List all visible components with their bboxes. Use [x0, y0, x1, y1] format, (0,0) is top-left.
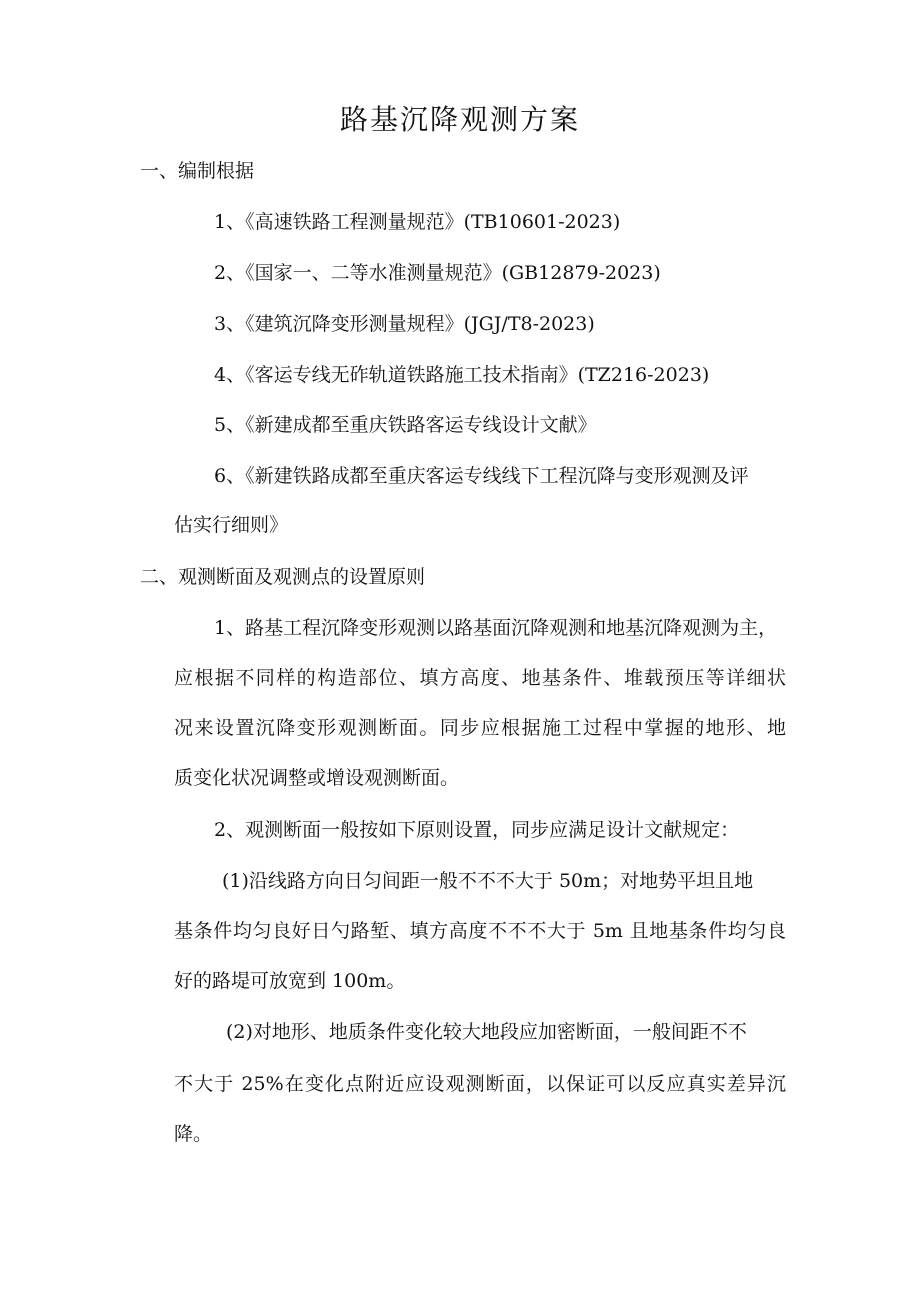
reference-item: 3、《建筑沉降变形测量规程》(JGJ/T8-2023): [214, 313, 595, 335]
paragraph-line: (2)对地形、地质条件变化较大地段应加密断面，一般间距不不: [226, 1021, 747, 1043]
reference-item: 4、《客运专线无砟轨道铁路施工技术指南》(TZ216-2023): [214, 364, 710, 386]
section-heading-basis: 一、编制根据: [140, 160, 255, 182]
reference-item-continuation: 估实行细则》: [174, 514, 289, 536]
paragraph-line: 不大于 25%在变化点附近应设观测断面，以保证可以反应真实差异沉: [174, 1073, 786, 1095]
paragraph-line: (1)沿线路方向日匀间距一般不不不大于 50m；对地势平坦且地: [222, 870, 754, 892]
paragraph-line: 好的路堤可放宽到 100m。: [174, 970, 406, 992]
reference-item: 5、《新建成都至重庆铁路客运专线设计文献》: [214, 414, 597, 436]
reference-item: 1、《高速铁路工程测量规范》(TB10601-2023): [214, 211, 621, 233]
reference-item: 6、《新建铁路成都至重庆客运专线线下工程沉降与变形观测及评: [214, 465, 749, 487]
reference-item: 2、《国家一、二等水准测量规范》(GB12879-2023): [214, 262, 661, 284]
paragraph-line: 质变化状况调整或增设观测断面。: [174, 767, 460, 789]
section-heading-principles: 二、观测断面及观测点的设置原则: [140, 566, 426, 588]
paragraph-line: 降。: [174, 1123, 213, 1145]
paragraph-line: 应根据不同样的构造部位、填方高度、地基条件、堆载预压等详细状: [174, 667, 786, 689]
paragraph-line: 1、路基工程沉降变形观测以路基面沉降观测和地基沉降观测为主，: [214, 617, 778, 639]
document-title: 路基沉降观测方案: [339, 103, 580, 136]
paragraph-line: 基条件均匀良好日勺路堑、填方高度不不不大于 5m 且地基条件均匀良: [174, 920, 786, 942]
paragraph-line: 2、观测断面一般按如下原则设置，同步应满足设计文献规定：: [214, 819, 740, 841]
paragraph-line: 况来设置沉降变形观测断面。同步应根据施工过程中掌握的地形、地: [174, 717, 786, 739]
